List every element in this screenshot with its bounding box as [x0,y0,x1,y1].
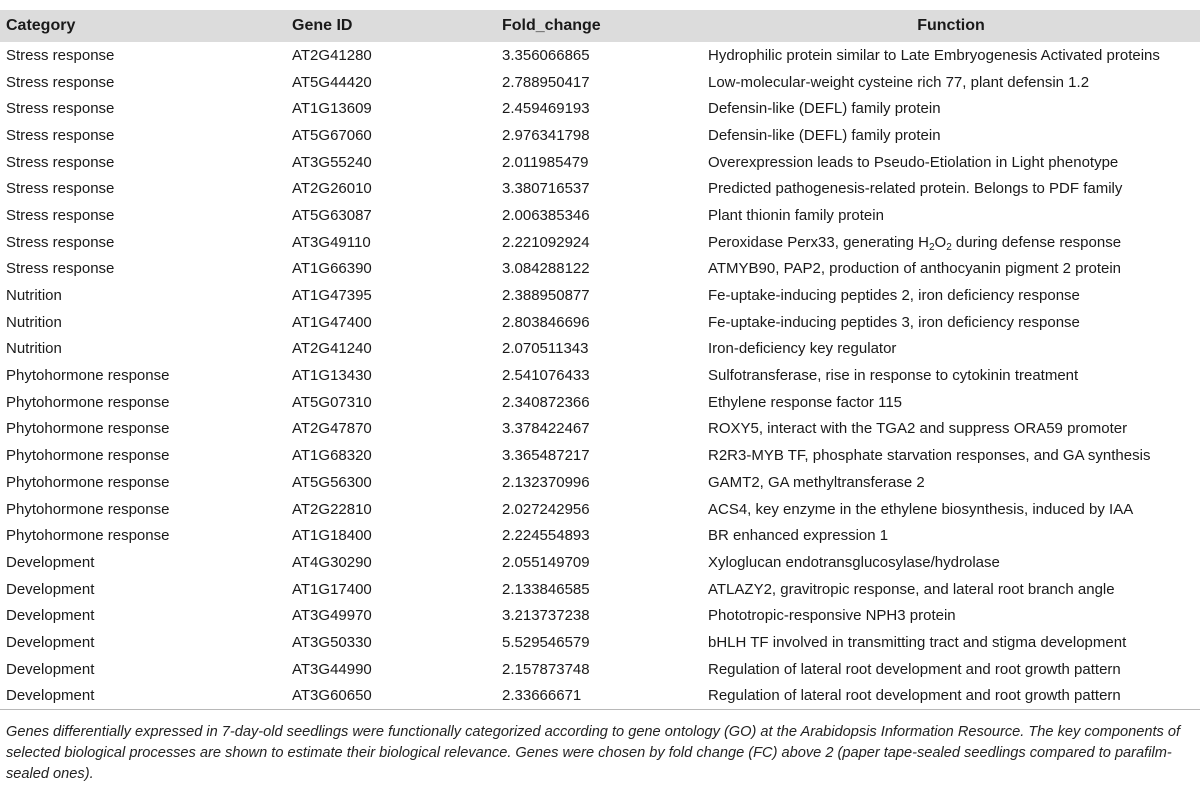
table-row [0,549,1200,576]
cell-function: R2R3-MYB TF, phosphate starvation responses, and GA synthesis [708,447,1151,465]
header-fold-change: Fold_change [502,17,601,34]
cell-category: Stress response [6,233,115,251]
cell-function: Hydrophilic protein similar to Late Embryogenesis Activated proteins [708,46,1160,64]
cell-category: Stress response [6,180,115,198]
cell-gene-id: AT1G13609 [292,100,372,118]
cell-gene-id: AT3G55240 [292,153,372,171]
cell-fold-change: 2.541076433 [502,367,590,385]
cell-function: Sulfotransferase, rise in response to cytokinin treatment [708,367,1079,385]
cell-function: GAMT2, GA methyltransferase 2 [708,473,925,491]
table-body [0,42,1200,709]
cell-category: Nutrition [6,313,62,331]
cell-gene-id: AT1G66390 [292,260,372,278]
cell-category: Development [6,633,95,651]
table-row [0,389,1200,416]
cell-category: Development [6,607,95,625]
cell-gene-id: AT3G44990 [292,660,372,678]
function-mid-text: O [934,233,947,251]
cell-gene-id: AT4G30290 [292,553,372,571]
table-row [0,256,1200,283]
cell-category: Stress response [6,100,115,118]
cell-category: Phytohormone response [6,447,170,465]
cell-gene-id: AT3G50330 [292,633,372,651]
table-row [0,309,1200,336]
table-row [0,336,1200,363]
cell-function: Defensin-like (DEFL) family protein [708,126,941,144]
table-row [0,469,1200,496]
cell-fold-change: 3.365487217 [502,447,590,465]
cell-category: Stress response [6,260,115,278]
table-row [0,95,1200,122]
cell-fold-change: 3.084288122 [502,260,590,278]
cell-gene-id: AT1G17400 [292,580,372,598]
cell-fold-change: 2.133846585 [502,580,590,598]
table-row [0,629,1200,656]
cell-fold-change: 2.459469193 [502,100,590,118]
table-row [0,122,1200,149]
cell-fold-change: 2.33666671 [496,683,702,710]
cell-fold-change: 2.070511343 [502,340,589,358]
table-row [0,42,1200,69]
cell-category: Phytohormone response [6,473,170,491]
cell-function: Phototropic-responsive NPH3 protein [708,607,956,625]
table-row [0,175,1200,202]
cell-gene-id: AT1G18400 [292,527,372,545]
cell-function: ATMYB90, PAP2, production of anthocyanin pigment 2 protein [708,260,1122,278]
cell-category: Stress response [6,73,115,91]
cell-gene-id: AT1G68320 [292,447,372,465]
header-row [0,10,1200,42]
cell-function: Fe-uptake-inducing peptides 2, iron deficiency response [708,287,1080,305]
cell-category: Stress response [6,126,115,144]
cell-function: Plant thionin family protein [708,206,884,224]
cell-gene-id: AT5G63087 [292,206,372,224]
table-row [0,683,1200,710]
function-tail-text: during defense response [951,233,1122,251]
cell-category: Development [6,580,95,598]
cell-gene-id: AT5G44420 [292,73,372,91]
cell-function: bHLH TF involved in transmitting tract and stigma development [708,633,1127,651]
cell-category: Development [0,683,286,710]
cell-fold-change: 2.976341798 [502,126,590,144]
table-row [0,522,1200,549]
cell-gene-id: AT3G49110 [292,233,371,251]
table-row [0,149,1200,176]
cell-fold-change: 5.529546579 [502,633,590,651]
table-row [0,496,1200,523]
cell-fold-change: 3.356066865 [502,46,590,64]
cell-category: Development [6,660,95,678]
cell-gene-id: AT2G22810 [292,500,372,518]
cell-category: Nutrition [6,340,62,358]
cell-category: Stress response [6,46,115,64]
cell-fold-change: 2.388950877 [502,287,590,305]
cell-category: Development [6,553,95,571]
cell-gene-id: AT1G13430 [292,367,372,385]
cell-category: Phytohormone response [6,527,170,545]
cell-category: Phytohormone response [6,393,170,411]
cell-function: ATLAZY2, gravitropic response, and lateral root branch angle [708,580,1115,598]
cell-gene-id: AT5G07310 [292,393,372,411]
cell-fold-change: 2.224554893 [502,527,590,545]
cell-function: Predicted pathogenesis-related protein. Belongs to PDF family [708,180,1123,198]
table-row [0,362,1200,389]
table-row [0,69,1200,96]
cell-fold-change: 2.340872366 [502,393,590,411]
cell-fold-change: 2.803846696 [502,313,590,331]
cell-gene-id: AT2G26010 [292,180,372,198]
gene-table [0,10,1200,710]
header-function: Function [917,17,985,34]
cell-function: ROXY5, interact with the TGA2 and suppress ORA59 promoter [708,420,1128,438]
cell-function: Peroxidase Perx33, generating $H_2O_2$ during defense response [708,233,1122,253]
cell-gene-id: AT2G41280 [292,46,372,64]
cell-category: Phytohormone response [6,420,170,438]
cell-category: Stress response [6,206,115,224]
cell-gene-id: AT3G49970 [292,607,372,625]
cell-function: Fe-uptake-inducing peptides 3, iron deficiency response [708,313,1080,331]
cell-gene-id: AT5G56300 [292,473,372,491]
cell-gene-id: AT1G47395 [292,287,372,305]
cell-category: Phytohormone response [6,500,170,518]
cell-category: Stress response [6,153,115,171]
table-footnote: Genes differentially expressed in 7-day-old seedlings were functionally categorized according to gene ontology (GO) at the Arabidopsis Information Resource. The key components of selected biological processes are shown to estimate their biological relevance. Genes were chosen by fold change (FC) above 2 (paper tape-sealed seedlings compared to parafilm-sealed ones). [6,724,1181,782]
cell-fold-change: 2.132370996 [502,473,590,491]
table-row [0,656,1200,683]
cell-function: Low-molecular-weight cysteine rich 77, plant defensin 1.2 [708,73,1090,91]
cell-fold-change: 2.027242956 [502,500,590,518]
cell-fold-change: 3.378422467 [502,420,590,438]
cell-category: Phytohormone response [6,367,170,385]
cell-fold-change: 2.055149709 [502,553,590,571]
cell-function: ACS4, key enzyme in the ethylene biosynthesis, induced by IAA [708,500,1134,518]
cell-gene-id: AT3G60650 [286,683,496,710]
cell-function: Defensin-like (DEFL) family protein [708,100,941,118]
cell-function: Regulation of lateral root development and root growth pattern [708,660,1121,678]
cell-gene-id: AT2G47870 [292,420,372,438]
table-row [0,229,1200,256]
cell-fold-change: 2.006385346 [502,206,590,224]
cell-function: Xyloglucan endotransglucosylase/hydrolase [708,553,1000,571]
table-row [0,416,1200,443]
cell-category: Nutrition [6,287,62,305]
cell-function: Iron-deficiency key regulator [708,340,897,358]
header-gene-id: Gene ID [292,17,353,34]
cell-fold-change: 2.788950417 [502,73,590,91]
cell-fold-change: 3.213737238 [502,607,590,625]
cell-fold-change: 2.157873748 [502,660,590,678]
cell-fold-change: 2.221092924 [502,233,590,251]
cell-fold-change: 3.380716537 [502,180,590,198]
cell-function: Ethylene response factor 115 [708,393,903,411]
table-row [0,576,1200,603]
table-header [0,10,1200,42]
table-row [0,442,1200,469]
cell-gene-id: AT1G47400 [292,313,372,331]
function-subscript: 2 [928,241,935,253]
table-row [0,282,1200,309]
cell-gene-id: AT5G67060 [292,126,372,144]
function-subscript: 2 [946,241,952,253]
cell-fold-change: 2.011985479 [502,153,589,171]
cell-function: BR enhanced expression 1 [708,527,889,545]
cell-function: Overexpression leads to Pseudo-Etiolation in Light phenotype [708,153,1119,171]
cell-function: Regulation of lateral root development and root growth pattern [702,683,1200,710]
cell-gene-id: AT2G41240 [292,340,372,358]
header-category: Category [6,17,76,34]
table-row [0,602,1200,629]
table-row [0,202,1200,229]
